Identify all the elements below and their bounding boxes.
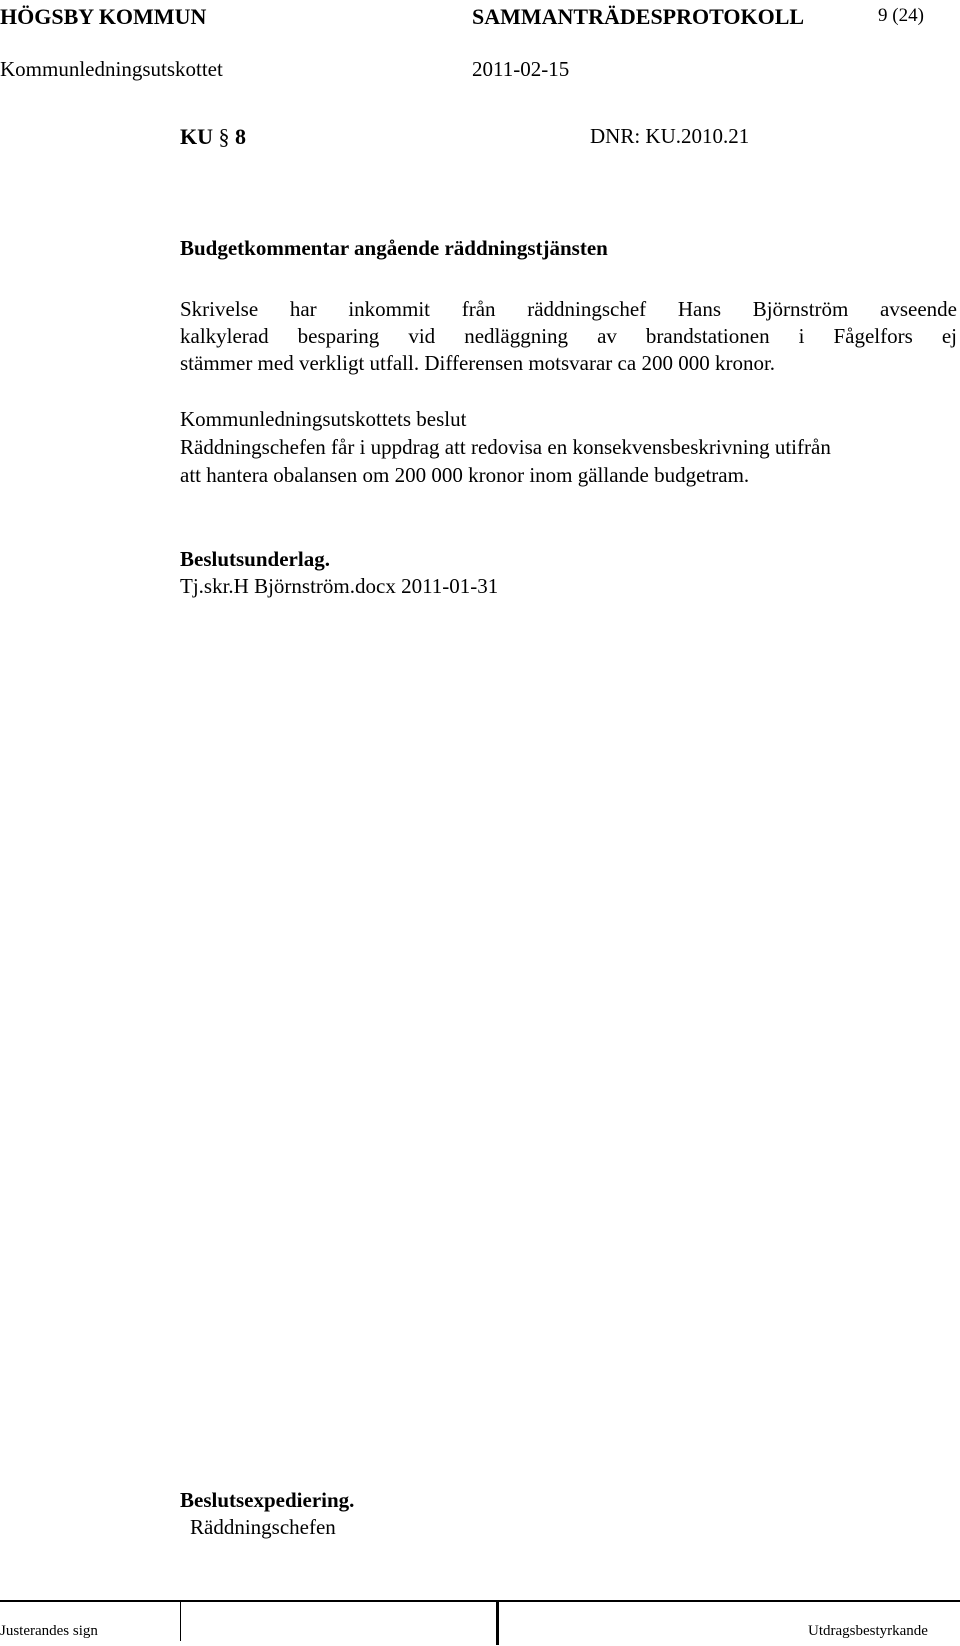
organization-name: HÖGSBY KOMMUN xyxy=(0,4,207,29)
intro-line: Skrivelse har inkommit från räddningschef Hans Björnström avseende xyxy=(180,297,957,321)
dispatch-recipient: Räddningschefen xyxy=(190,1515,336,1539)
paragraph-prefix: KU xyxy=(180,124,213,149)
basis-heading: Beslutsunderlag. xyxy=(180,547,330,571)
item-title: Budgetkommentar angående räddningstjänsten xyxy=(180,236,608,260)
meeting-date: 2011-02-15 xyxy=(472,57,570,81)
document-type: SAMMANTRÄDESPROTOKOLL xyxy=(472,4,805,29)
footer-separator xyxy=(180,1601,181,1641)
page-number: 9 (24) xyxy=(878,5,924,26)
intro-line: kalkylerad besparing vid nedläggning av brandstationen i Fågelfors ej xyxy=(180,324,957,348)
basis-document: Tj.skr.H Björnström.docx 2011-01-31 xyxy=(180,574,499,598)
decision-heading: Kommunledningsutskottets beslut xyxy=(180,407,467,431)
paragraph-reference xyxy=(180,124,246,150)
signature-label: Justerandes sign xyxy=(0,1623,98,1639)
decision-line: att hantera obalansen om 200 000 kronor inom gällande budgetram. xyxy=(180,463,750,487)
footer-separator xyxy=(496,1601,499,1645)
paragraph-number: 8 xyxy=(235,124,246,149)
intro-paragraph xyxy=(180,296,957,377)
certification-label: Utdragsbestyrkande xyxy=(808,1623,928,1639)
footer-rule xyxy=(0,1600,960,1602)
decision-line: Räddningschefen får i uppdrag att redovisa en konsekvensbeskrivning utifrån xyxy=(180,435,831,459)
committee-name: Kommunledningsutskottet xyxy=(0,57,223,81)
dispatch-heading: Beslutsexpediering. xyxy=(180,1488,355,1512)
section-sign: § xyxy=(218,124,230,149)
diary-number: DNR: KU.2010.21 xyxy=(590,124,750,148)
intro-line: stämmer med verkligt utfall. Differensen motsvarar ca 200 000 kronor. xyxy=(180,351,776,375)
